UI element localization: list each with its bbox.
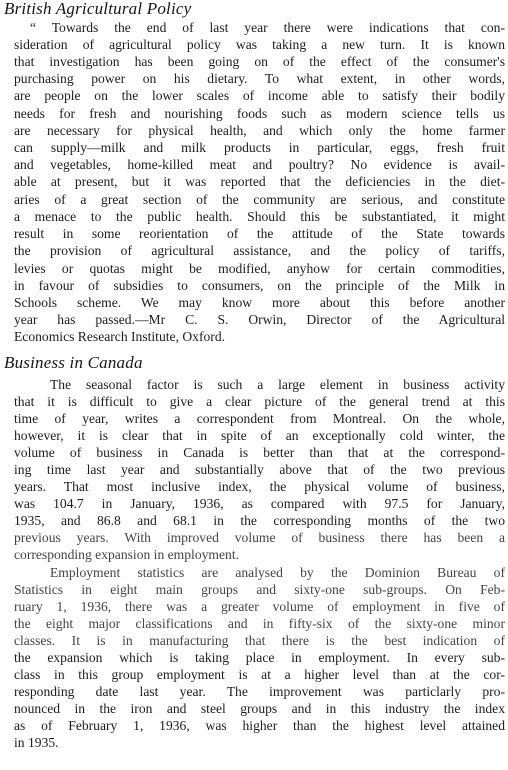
text-line: 1935, and 86.8 and 68.1 in the corresponding months of the two bbox=[14, 513, 505, 528]
section-heading-business-canada: Business in Canada bbox=[4, 353, 143, 372]
text-line: volume of business in Canada is better than that at the correspond- bbox=[14, 445, 505, 460]
text-line: result in some reorientation of the attitude of the State towards bbox=[14, 226, 505, 241]
text-line: needs for fresh and nourishing foods such as modern science tells us bbox=[14, 106, 505, 121]
text-line: are necessary for physical health, and which only the home farmer bbox=[14, 123, 505, 138]
text-line: the eight major classifications and in fifty-six of the sixty-one minor bbox=[14, 616, 505, 631]
text-line: can supply—milk and milk products in particular, eggs, fresh fruit bbox=[14, 140, 505, 155]
text-line: years. That most inclusive index, the physical volume of business, bbox=[14, 479, 505, 494]
text-line: the provision of agricultural assistance, and the policy of tariffs, bbox=[14, 243, 505, 258]
text-line: Economics Research Institute, Oxford. bbox=[14, 329, 226, 344]
text-line: previous years. With improved volume of business there has been a bbox=[14, 530, 505, 545]
text-line: as of February 1, 1936, was higher than the highest level attained bbox=[14, 718, 505, 733]
text-line: that investigation has been going on of the effect of the consumer's bbox=[14, 54, 505, 69]
text-line: time of year, writes a correspondent from Montreal. On the whole, bbox=[14, 411, 505, 426]
text-line: class in this group employment is at a higher level than at the cor- bbox=[14, 667, 505, 682]
text-line: are people on the lower scales of income able to satisfy their bodily bbox=[14, 88, 505, 103]
text-line: however, it is clear that in spite of an exceptionally cold winter, the bbox=[14, 428, 505, 443]
text-line: in favour of subsidies to consumers, on the principle of the Milk in bbox=[14, 278, 505, 293]
section-heading-agricultural-policy: British Agricultural Policy bbox=[4, 0, 192, 18]
text-line: Statistics in eight main groups and sixty-one sub-groups. On Feb- bbox=[14, 582, 505, 597]
text-line: corresponding expansion in employment. bbox=[14, 547, 240, 562]
text-line: Schools scheme. We may know more about this before another bbox=[14, 295, 505, 310]
text-line: aries of a great section of the community are serious, and constitute bbox=[14, 192, 505, 207]
text-line: nounced in the iron and steel groups and in this industry the index bbox=[14, 701, 505, 716]
text-line: “ Towards the end of last year there were indications that con- bbox=[30, 20, 505, 35]
text-line: was 104.7 in January, 1936, as compared with 97.5 for January, bbox=[14, 496, 505, 511]
text-line: Employment statistics are analysed by the Dominion Bureau of bbox=[50, 565, 505, 580]
text-line: sideration of agricultural policy was taking a new turn. It is known bbox=[14, 37, 505, 52]
text-line: ing time last year and substantially above that of the two previous bbox=[14, 462, 505, 477]
text-line: purchasing power on his dietary. To what extent, in other words, bbox=[14, 71, 505, 86]
text-line: and vegetables, home-killed meat and poultry? No evidence is avail- bbox=[14, 157, 505, 172]
text-line: The seasonal factor is such a large element in business activity bbox=[50, 377, 505, 392]
text-line: a menace to the public health. Should this be substantiated, it might bbox=[14, 209, 505, 224]
text-line: able at present, but it was reported that the deficiencies in the diet- bbox=[14, 174, 505, 189]
text-line: year has passed.—Mr C. S. Orwin, Director of the Agricultural bbox=[14, 312, 505, 327]
text-line: ruary 1, 1936, there was a greater volume of employment in five of bbox=[14, 599, 505, 614]
text-line: in 1935. bbox=[14, 735, 59, 750]
text-line: levies or quotas might be modified, anyhow for certain commodities, bbox=[14, 261, 505, 276]
text-line: responding date last year. The improvement was particlarly pro- bbox=[14, 684, 505, 699]
text-line: the expansion which is taking place in employment. In every sub- bbox=[14, 650, 505, 665]
text-line: classes. It is in manufacturing that there is the best indication of bbox=[14, 633, 505, 648]
text-line: that it is difficult to give a clear picture of the general trend at this bbox=[14, 394, 505, 409]
